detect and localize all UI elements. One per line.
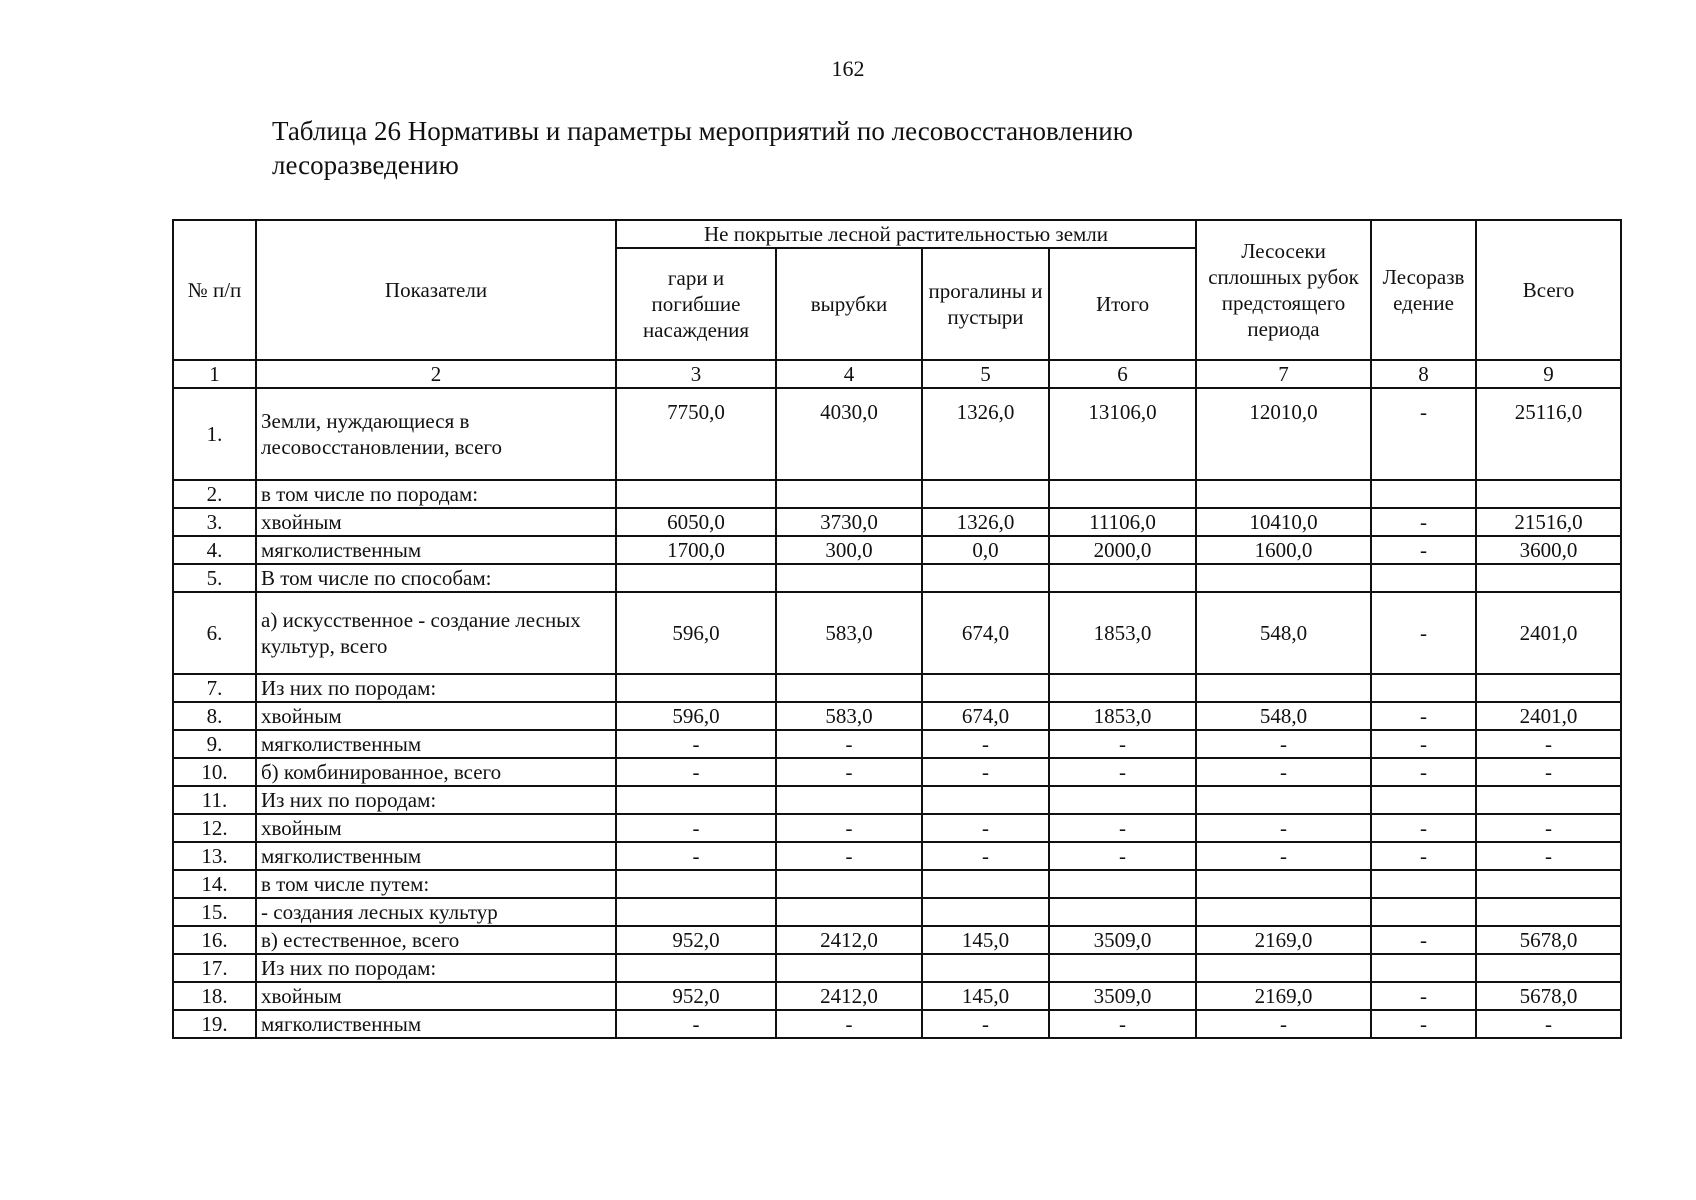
row-label: мягколиственным [256,536,616,564]
table-row [173,954,1621,982]
cell-col9: - [1476,730,1621,758]
cell-col3 [616,954,776,982]
table-row [173,926,1621,954]
cell-col8: - [1371,388,1476,480]
cell-col5: 674,0 [922,592,1049,674]
row-number: 10. [173,758,256,786]
cell-col3 [616,480,776,508]
header-num: № п/п [173,220,256,360]
row-label: Из них по породам: [256,674,616,702]
cell-col9 [1476,564,1621,592]
cell-col5: - [922,758,1049,786]
cell-col6: 1853,0 [1049,592,1196,674]
cell-col8: - [1371,536,1476,564]
cell-col8: - [1371,982,1476,1010]
cell-col8: - [1371,508,1476,536]
cell-col7: - [1196,814,1371,842]
header-col9: Всего [1476,220,1621,360]
cell-col7: 548,0 [1196,702,1371,730]
cell-col8 [1371,564,1476,592]
cell-col6: 2000,0 [1049,536,1196,564]
cell-col3: 7750,0 [616,388,776,480]
row-label: хвойным [256,508,616,536]
row-number: 13. [173,842,256,870]
cell-col6: 3509,0 [1049,926,1196,954]
cell-col5: 145,0 [922,982,1049,1010]
row-number: 1. [173,388,256,480]
cell-col9: 5678,0 [1476,982,1621,1010]
cell-col8 [1371,674,1476,702]
header-row-1 [173,220,1621,248]
cell-col7 [1196,564,1371,592]
cell-col9 [1476,954,1621,982]
cell-col7 [1196,954,1371,982]
cell-col7: 12010,0 [1196,388,1371,480]
row-number: 2. [173,480,256,508]
row-number: 6. [173,592,256,674]
cell-col3: - [616,730,776,758]
table-title-line-1: Таблица 26 Нормативы и параметры мероприятий по лесовосстановлению [272,116,1133,146]
cell-col8 [1371,870,1476,898]
cell-col9: - [1476,842,1621,870]
row-number: 15. [173,898,256,926]
cell-col7: - [1196,758,1371,786]
row-label: хвойным [256,702,616,730]
cell-col6 [1049,674,1196,702]
cell-col9: - [1476,758,1621,786]
cell-col6 [1049,480,1196,508]
table-title [272,114,1272,182]
cell-col5: 145,0 [922,926,1049,954]
column-number: 6 [1049,360,1196,388]
row-number: 7. [173,674,256,702]
cell-col8: - [1371,842,1476,870]
cell-col9: 2401,0 [1476,702,1621,730]
table-row [173,480,1621,508]
table-row [173,758,1621,786]
cell-col9 [1476,786,1621,814]
cell-col6 [1049,898,1196,926]
table-row [173,674,1621,702]
header-col4: вырубки [776,248,922,360]
cell-col7: - [1196,1010,1371,1038]
forest-restoration-table [172,219,1622,1039]
cell-col7: 548,0 [1196,592,1371,674]
table-row [173,730,1621,758]
cell-col6 [1049,954,1196,982]
row-number: 14. [173,870,256,898]
row-number: 19. [173,1010,256,1038]
table-row [173,592,1621,674]
cell-col6: 11106,0 [1049,508,1196,536]
cell-col8 [1371,480,1476,508]
column-number: 5 [922,360,1049,388]
header-col8: Лесоразв едение [1371,220,1476,360]
cell-col4 [776,898,922,926]
cell-col9: - [1476,814,1621,842]
cell-col7: - [1196,730,1371,758]
cell-col5: - [922,1010,1049,1038]
row-label: В том числе по способам: [256,564,616,592]
table-body [173,388,1621,1038]
table-row [173,564,1621,592]
row-label: - создания лесных культур [256,898,616,926]
column-number: 8 [1371,360,1476,388]
cell-col9: 3600,0 [1476,536,1621,564]
table-title-line-2: лесоразведению [272,150,459,180]
cell-col3 [616,674,776,702]
row-label: в) естественное, всего [256,926,616,954]
header-group-not-covered: Не покрытые лесной растительностью земли [616,220,1196,248]
cell-col8: - [1371,592,1476,674]
cell-col6: - [1049,758,1196,786]
column-number: 4 [776,360,922,388]
cell-col8: - [1371,758,1476,786]
cell-col4: - [776,730,922,758]
column-number: 7 [1196,360,1371,388]
cell-col3: 6050,0 [616,508,776,536]
cell-col8: - [1371,730,1476,758]
cell-col7 [1196,480,1371,508]
cell-col5 [922,898,1049,926]
cell-col5: 1326,0 [922,508,1049,536]
table-row [173,388,1621,480]
cell-col8 [1371,786,1476,814]
cell-col3: 596,0 [616,702,776,730]
table-row [173,898,1621,926]
cell-col4 [776,870,922,898]
cell-col6 [1049,870,1196,898]
table-row [173,870,1621,898]
cell-col3 [616,898,776,926]
column-number: 1 [173,360,256,388]
cell-col4: - [776,842,922,870]
cell-col7 [1196,674,1371,702]
table-row [173,842,1621,870]
cell-col7: 2169,0 [1196,982,1371,1010]
cell-col3: 1700,0 [616,536,776,564]
row-label: хвойным [256,814,616,842]
cell-col3: 952,0 [616,982,776,1010]
cell-col6: - [1049,1010,1196,1038]
cell-col9 [1476,870,1621,898]
row-label: хвойным [256,982,616,1010]
cell-col3 [616,564,776,592]
cell-col3: 952,0 [616,926,776,954]
cell-col3: 596,0 [616,592,776,674]
cell-col9 [1476,674,1621,702]
cell-col4: 583,0 [776,702,922,730]
row-number: 8. [173,702,256,730]
cell-col6: - [1049,814,1196,842]
cell-col4: 2412,0 [776,926,922,954]
cell-col4: 583,0 [776,592,922,674]
table-row [173,982,1621,1010]
cell-col4 [776,674,922,702]
cell-col3 [616,786,776,814]
cell-col3: - [616,842,776,870]
page-number: 162 [831,56,865,81]
cell-col4 [776,954,922,982]
cell-col6 [1049,786,1196,814]
cell-col9: - [1476,1010,1621,1038]
cell-col4: - [776,1010,922,1038]
header-col6: Итого [1049,248,1196,360]
row-number: 18. [173,982,256,1010]
table-row [173,508,1621,536]
header-col5: прогалины и пустыри [922,248,1049,360]
cell-col6: - [1049,842,1196,870]
cell-col7: 10410,0 [1196,508,1371,536]
cell-col4 [776,564,922,592]
cell-col3 [616,870,776,898]
row-number: 9. [173,730,256,758]
cell-col8: - [1371,926,1476,954]
cell-col5 [922,954,1049,982]
cell-col9 [1476,898,1621,926]
row-number: 16. [173,926,256,954]
cell-col8 [1371,954,1476,982]
cell-col4 [776,480,922,508]
header-col7: Лесосеки сплошных рубок предстоящего периода [1196,220,1371,360]
header-col3: гари и погибшие насаждения [616,248,776,360]
cell-col7: - [1196,842,1371,870]
cell-col4: 3730,0 [776,508,922,536]
cell-col5: - [922,842,1049,870]
row-label: мягколиственным [256,1010,616,1038]
cell-col9: 2401,0 [1476,592,1621,674]
column-numbers-row [173,360,1621,388]
cell-col8: - [1371,702,1476,730]
row-label: Из них по породам: [256,954,616,982]
cell-col3: - [616,814,776,842]
cell-col7: 2169,0 [1196,926,1371,954]
cell-col6: 3509,0 [1049,982,1196,1010]
cell-col4: - [776,758,922,786]
row-label: Из них по породам: [256,786,616,814]
row-label: мягколиственным [256,730,616,758]
cell-col5: - [922,814,1049,842]
cell-col8 [1371,898,1476,926]
cell-col8: - [1371,814,1476,842]
cell-col7 [1196,898,1371,926]
row-label: в том числе по породам: [256,480,616,508]
cell-col9: 25116,0 [1476,388,1621,480]
cell-col5: 0,0 [922,536,1049,564]
table-row [173,786,1621,814]
cell-col3: - [616,1010,776,1038]
cell-col5 [922,674,1049,702]
table-row [173,702,1621,730]
cell-col6: 1853,0 [1049,702,1196,730]
column-number: 2 [256,360,616,388]
column-number: 9 [1476,360,1621,388]
cell-col7 [1196,870,1371,898]
cell-col4: 300,0 [776,536,922,564]
cell-col8: - [1371,1010,1476,1038]
row-label: мягколиственным [256,842,616,870]
row-label: Земли, нуждающиеся в лесовосстановлении, всего [256,388,616,480]
column-number: 3 [616,360,776,388]
cell-col5: - [922,730,1049,758]
cell-col4: - [776,814,922,842]
row-label: в том числе путем: [256,870,616,898]
row-number: 12. [173,814,256,842]
cell-col5 [922,870,1049,898]
row-number: 17. [173,954,256,982]
row-label: б) комбинированное, всего [256,758,616,786]
cell-col9 [1476,480,1621,508]
row-number: 4. [173,536,256,564]
cell-col7: 1600,0 [1196,536,1371,564]
table-row [173,1010,1621,1038]
table-row [173,536,1621,564]
cell-col9: 5678,0 [1476,926,1621,954]
cell-col4 [776,786,922,814]
row-number: 11. [173,786,256,814]
cell-col4: 4030,0 [776,388,922,480]
cell-col6: - [1049,730,1196,758]
cell-col5: 674,0 [922,702,1049,730]
cell-col4: 2412,0 [776,982,922,1010]
cell-col6: 13106,0 [1049,388,1196,480]
cell-col5 [922,480,1049,508]
cell-col7 [1196,786,1371,814]
cell-col5 [922,564,1049,592]
cell-col3: - [616,758,776,786]
cell-col9: 21516,0 [1476,508,1621,536]
row-number: 5. [173,564,256,592]
cell-col5 [922,786,1049,814]
cell-col6 [1049,564,1196,592]
row-number: 3. [173,508,256,536]
row-label: а) искусственное - создание лесных культур, всего [256,592,616,674]
cell-col5: 1326,0 [922,388,1049,480]
header-indicators: Показатели [256,220,616,360]
table-row [173,814,1621,842]
